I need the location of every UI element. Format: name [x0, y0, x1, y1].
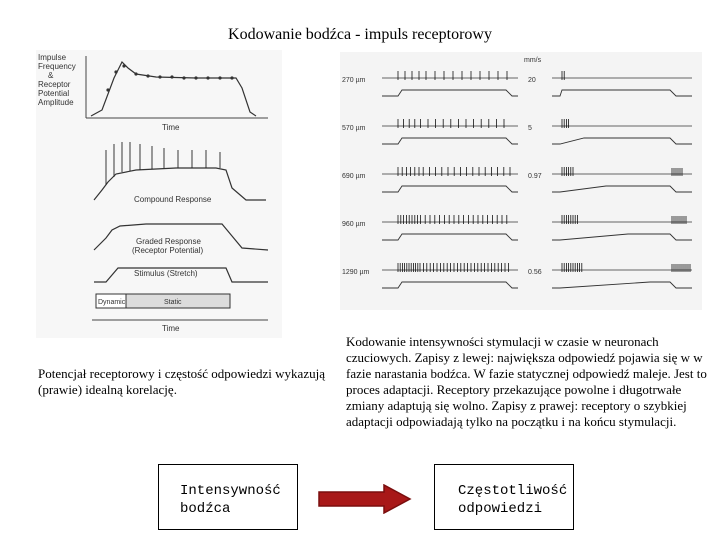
- lbl-line: Frequency: [38, 62, 76, 71]
- stimulus-label: Stimulus (Stretch): [134, 269, 198, 278]
- receptor-response-figure: [36, 50, 282, 338]
- right-arrow-icon: [318, 484, 412, 514]
- compound-response-label: Compound Response: [134, 195, 212, 204]
- box-line: odpowiedzi: [458, 501, 543, 517]
- amplitude-label: 570 µm: [342, 125, 366, 132]
- speed-label: 0.97: [528, 173, 542, 180]
- slide-title: Kodowanie bodźca - impuls receptorowy: [228, 26, 492, 43]
- amplitude-label: 1290 µm: [342, 269, 370, 276]
- static-label: Static: [164, 299, 182, 306]
- lbl-line: Potential: [38, 89, 70, 98]
- left-caption: Potencjał receptorowy i częstość odpowiedzi wykazują (prawie) idealną korelację.: [38, 366, 325, 397]
- lbl-line: Impulse: [38, 53, 67, 62]
- graded-response-label: Graded Response: [136, 237, 201, 246]
- impulse-frequency-label: [38, 53, 76, 107]
- speed-label: 20: [528, 77, 536, 84]
- dynamic-label: Dynamic: [98, 299, 126, 306]
- box-line: bodźca: [180, 501, 231, 517]
- box-line: Częstotliwość: [458, 483, 568, 499]
- adaptation-recordings-figure: [340, 52, 702, 310]
- lbl-line: Amplitude: [38, 98, 74, 107]
- amplitude-label: 690 µm: [342, 173, 366, 180]
- stimulus-intensity-text: [180, 482, 290, 518]
- speed-label: 0.56: [528, 269, 542, 276]
- response-frequency-text: [458, 482, 570, 518]
- time-label-bottom: Time: [162, 324, 180, 333]
- lbl-line: &: [48, 71, 54, 80]
- time-label-top: Time: [162, 123, 180, 132]
- box-line: Intensywność: [180, 483, 281, 499]
- lbl-line: Receptor: [38, 80, 71, 89]
- amplitude-label: 960 µm: [342, 221, 366, 228]
- right-caption: Kodowanie intensywności stymulacji w czasie w neuronach czuciowych. Zapisy z lewej: największa odpowiedź pojawia się w w fazie narastania bodźca. W fazie statycznej odpowiedź maleje. Jest to proces adaptacji. Receptory przekazujące powolne i długotrwałe zmiany adaptują się wolno. Zapisy z prawej: receptory o szybkiej adaptacji odpowiadają tylko na początku i na końcu stymulacji.: [346, 334, 707, 429]
- unit-label: mm/s: [524, 57, 542, 64]
- speed-label: 5: [528, 125, 532, 132]
- amplitude-label: 270 µm: [342, 77, 366, 84]
- graded-response-label: (Receptor Potential): [132, 246, 204, 255]
